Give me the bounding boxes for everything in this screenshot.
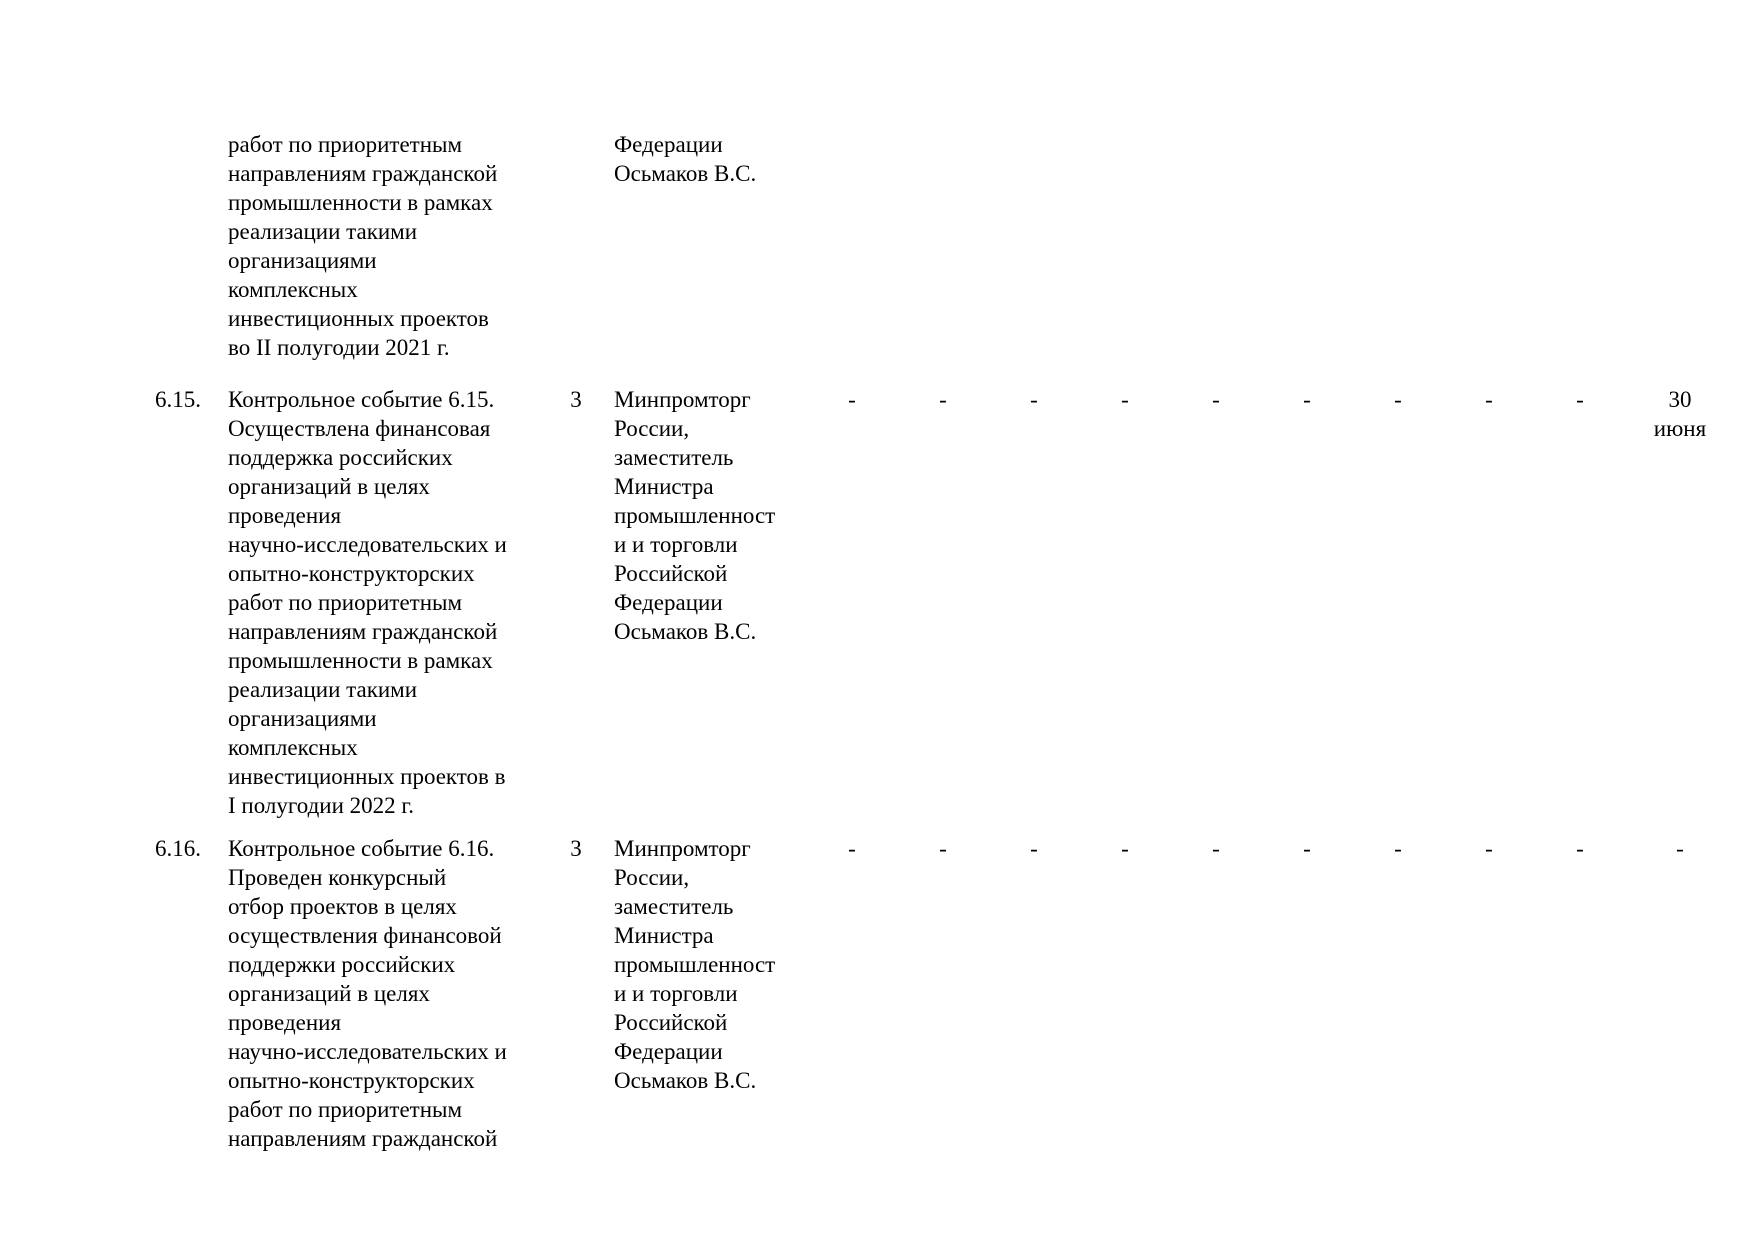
responsible-line: Федерации [614,590,723,615]
description-line: направлениям гражданской [228,161,498,186]
description-line: Контрольное событие 6.16. [228,836,495,861]
description-line: поддержка российских [228,445,453,470]
description-line: Контрольное событие 6.15. [228,387,495,412]
description-line: проведения [228,503,342,528]
description-line: организациями [228,248,377,273]
description-line: реализации такими [228,677,418,702]
responsible-line: Российской [614,1010,728,1035]
description-line: комплексных [228,735,358,760]
responsible-line: промышленност [614,952,776,977]
value-cell: - [1121,836,1129,861]
description-line: осуществления финансовой [228,923,502,948]
value-cell: - [1212,836,1220,861]
description-line: направлениям гражданской [228,619,498,644]
responsible-cell [614,834,814,1095]
responsible-line: и и торговли [614,532,738,557]
deadline-line: июня [1653,416,1707,441]
value-cell: - [1303,836,1311,861]
description-cell [228,385,548,820]
value-cell: - [1121,387,1129,412]
value-cell: - [1303,387,1311,412]
responsible-line: Осьмаков В.С. [614,619,757,644]
responsible-line: России, [614,865,690,890]
description-line: организаций в целях [228,981,430,1006]
deadline-line: - [1676,836,1684,861]
responsible-line: и и торговли [614,981,738,1006]
responsible-line: заместитель [614,445,734,470]
deadline-cell [1650,834,1710,863]
value-cell: - [1030,836,1038,861]
priority-cell: 3 [570,387,582,412]
description-line: направлениям гражданской [228,1126,498,1151]
description-line: работ по приоритетным [228,1097,463,1122]
responsible-cell [614,385,814,646]
description-line: опытно-конструкторских [228,561,475,586]
description-line: организациями [228,706,377,731]
description-line: во II полугодии 2021 г. [228,335,450,360]
responsible-line: Минпромторг [614,387,751,412]
description-line: Осуществлена финансовая [228,416,491,441]
responsible-line: Российской [614,561,728,586]
row-number: 6.16. [155,836,201,861]
responsible-cell [614,130,814,188]
description-line: отбор проектов в целях [228,894,457,919]
responsible-line: Осьмаков В.С. [614,1068,757,1093]
description-line: промышленности в рамках [228,648,493,673]
row-number: 6.15. [155,387,201,412]
responsible-line: Федерации [614,1039,723,1064]
description-cell [228,834,548,1153]
responsible-line: России, [614,416,690,441]
responsible-line: Министра [614,474,714,499]
value-cell: - [1212,387,1220,412]
deadline-cell [1650,385,1710,443]
value-cell: - [939,836,947,861]
value-cell: - [1030,387,1038,412]
description-line: научно-исследовательских и [228,1039,507,1064]
description-line: инвестиционных проектов в [228,764,506,789]
description-line: реализации такими [228,219,418,244]
responsible-line: промышленност [614,503,776,528]
responsible-line: Федерации [614,132,723,157]
description-line: работ по приоритетным [228,590,463,615]
responsible-line: Минпромторг [614,836,751,861]
priority-cell: 3 [570,836,582,861]
value-cell: - [1394,836,1402,861]
description-line: организаций в целях [228,474,430,499]
description-line: I полугодии 2022 г. [228,793,414,818]
responsible-line: Министра [614,923,714,948]
description-line: научно-исследовательских и [228,532,507,557]
description-cell [228,130,548,362]
responsible-line: заместитель [614,894,734,919]
description-line: Проведен конкурсный [228,865,447,890]
description-line: опытно-конструкторских [228,1068,475,1093]
description-line: комплексных [228,277,358,302]
value-cell: - [848,387,856,412]
responsible-line: Осьмаков В.С. [614,161,757,186]
deadline-line: 30 [1668,387,1692,412]
value-cell: - [1485,836,1493,861]
value-cell: - [1394,387,1402,412]
description-line: инвестиционных проектов [228,306,489,331]
value-cell: - [1576,836,1584,861]
value-cell: - [1576,387,1584,412]
description-line: промышленности в рамках [228,190,493,215]
value-cell: - [1485,387,1493,412]
value-cell: - [848,836,856,861]
description-line: работ по приоритетным [228,132,463,157]
value-cell: - [939,387,947,412]
description-line: проведения [228,1010,342,1035]
description-line: поддержки российских [228,952,456,977]
